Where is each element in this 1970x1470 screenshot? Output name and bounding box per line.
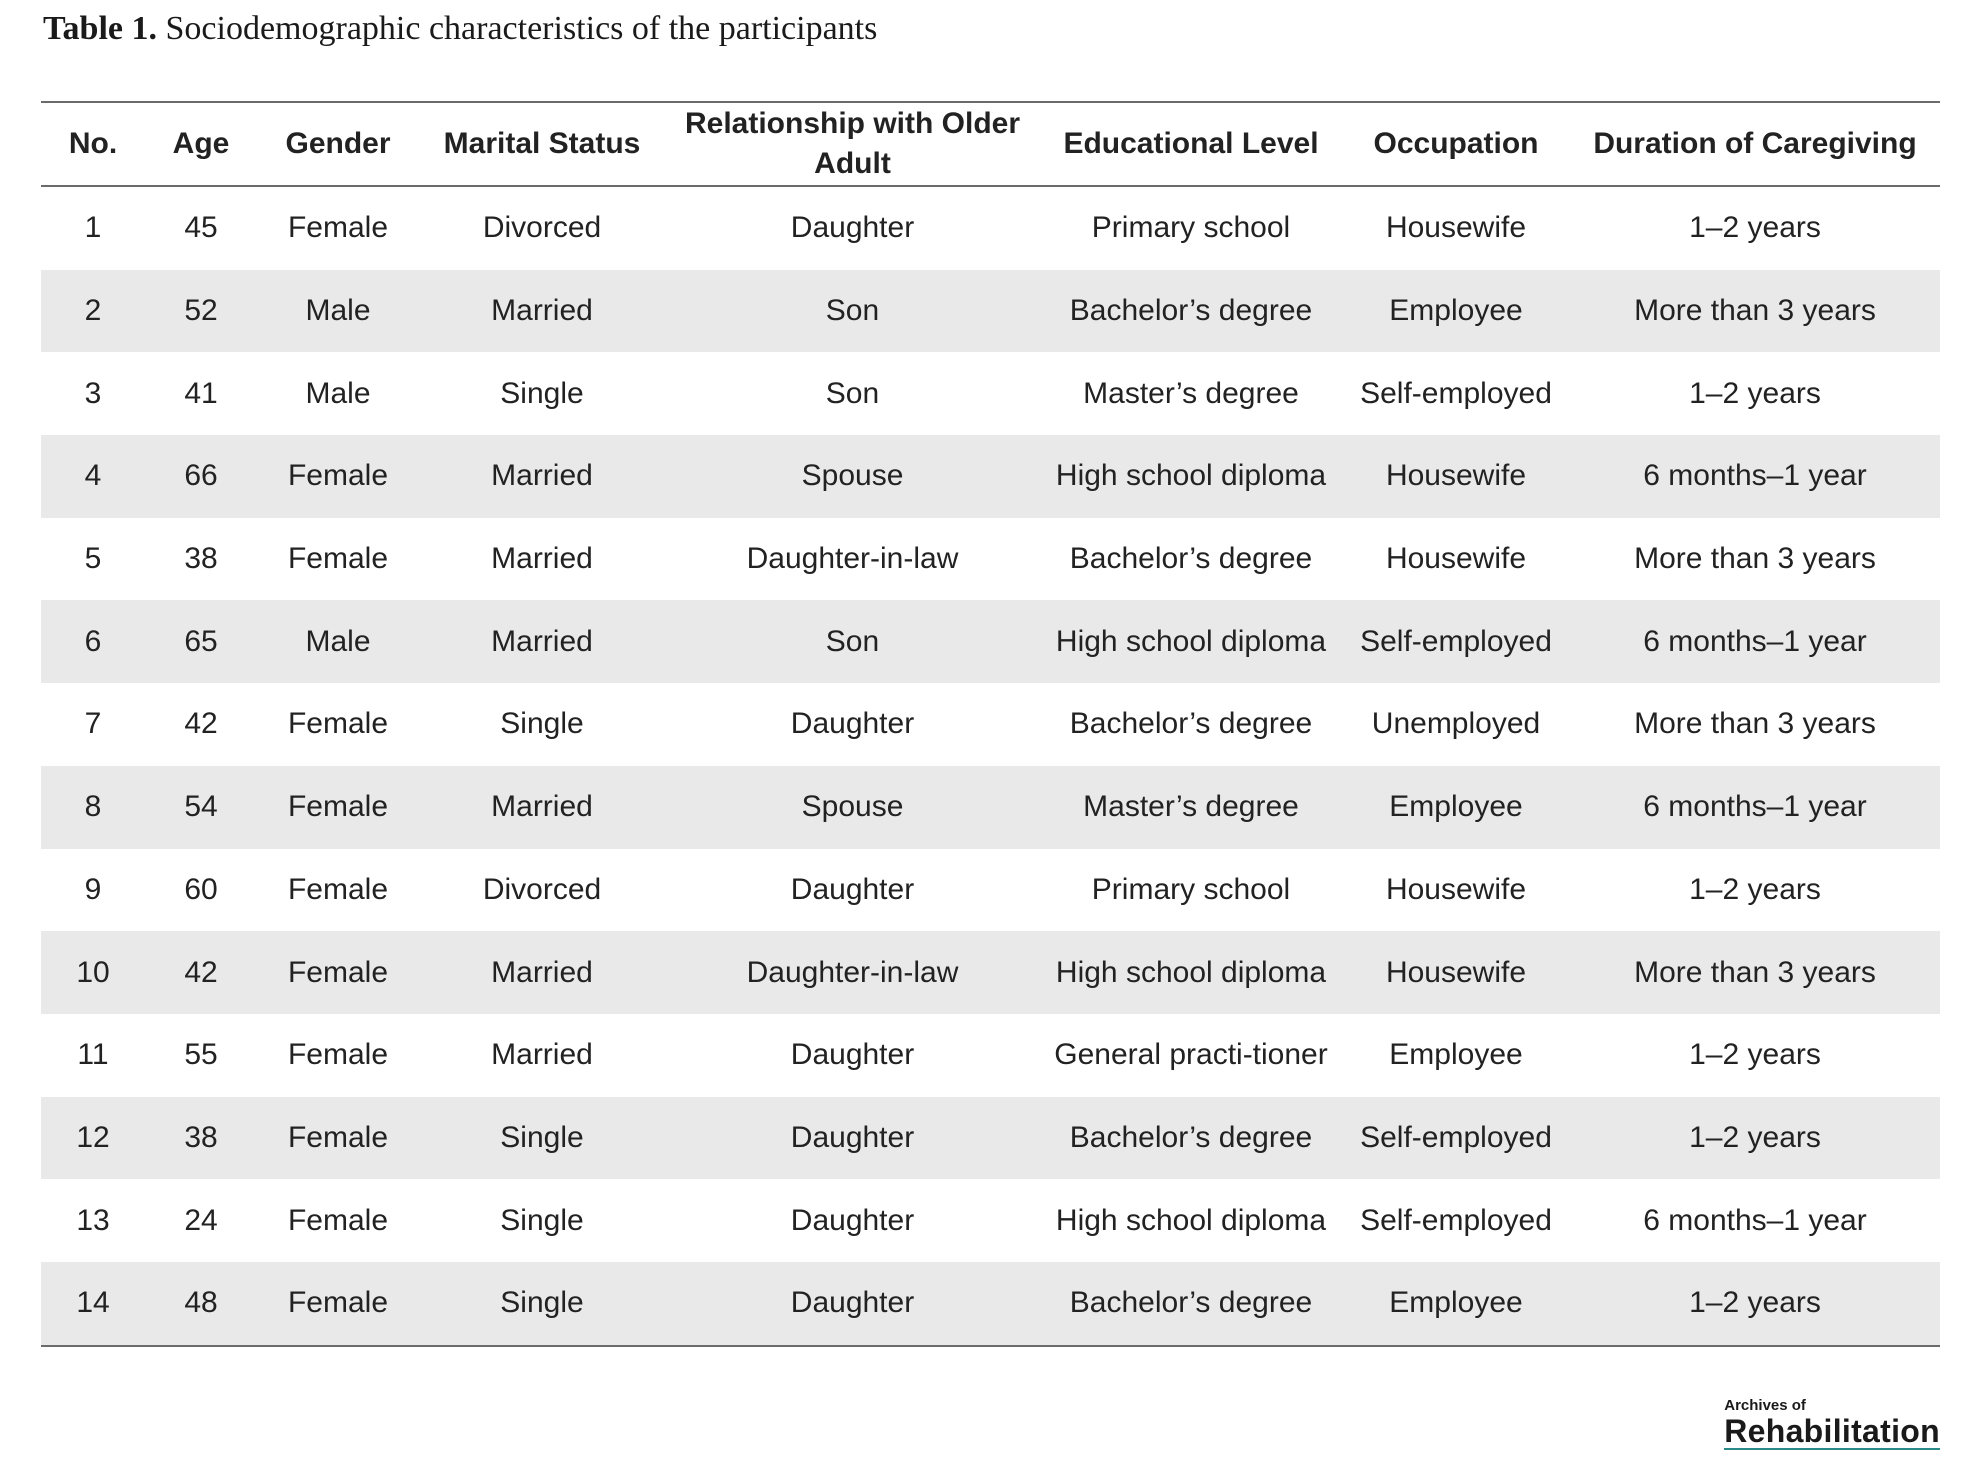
- logo-big-text: Rehabilitation: [1724, 1413, 1940, 1449]
- cell-gender: Male: [257, 270, 419, 353]
- cell-no: 5: [84, 542, 102, 576]
- table-row: [41, 435, 1940, 518]
- cell-relationship: Daughter: [790, 1038, 915, 1072]
- cell-education: Primary school: [1091, 872, 1291, 906]
- cell-age: 66: [145, 435, 257, 518]
- table-container: [41, 101, 1940, 1347]
- cell-no: 7: [84, 707, 102, 741]
- col-marital-header: Marital Status: [419, 102, 665, 186]
- cell-no: 4: [41, 435, 145, 518]
- cell-no: 9: [84, 872, 102, 906]
- table-body: [41, 186, 1940, 1346]
- caption-text: Sociodemographic characteristics of the participants: [157, 10, 878, 47]
- cell-relationship: Daughter: [665, 1097, 1040, 1180]
- cell-occupation: Housewife: [1385, 542, 1527, 576]
- caption-label: Table 1.: [43, 10, 158, 47]
- cell-marital-status: Married: [419, 766, 665, 849]
- table-row: [41, 518, 1940, 601]
- cell-age: 55: [184, 1038, 218, 1072]
- cell-duration: 1–2 years: [1689, 211, 1821, 245]
- cell-gender: Male: [305, 376, 371, 410]
- cell-no: 11: [77, 1038, 109, 1072]
- cell-duration: More than 3 years: [1570, 931, 1940, 1014]
- cell-education: High school diploma: [1040, 600, 1342, 683]
- cell-age: 38: [184, 542, 218, 576]
- cell-marital-status: Married: [419, 270, 665, 353]
- cell-relationship: Daughter: [790, 1203, 915, 1237]
- cell-age: 38: [145, 1097, 257, 1180]
- col-no-header: No.: [41, 102, 145, 186]
- cell-relationship: Daughter: [790, 872, 915, 906]
- cell-no: 1: [84, 211, 102, 245]
- cell-gender: Female: [257, 435, 419, 518]
- table-row: [41, 352, 1940, 435]
- cell-occupation: Housewife: [1342, 435, 1570, 518]
- cell-gender: Female: [287, 1203, 389, 1237]
- cell-age: 24: [184, 1203, 218, 1237]
- cell-marital-status: Single: [419, 1262, 665, 1346]
- cell-no: 10: [41, 931, 145, 1014]
- cell-education: Bachelor’s degree: [1069, 707, 1313, 741]
- cell-education: High school diploma: [1040, 931, 1342, 1014]
- cell-gender: Female: [257, 1097, 419, 1180]
- table-row: [41, 931, 1940, 1014]
- cell-no: 12: [41, 1097, 145, 1180]
- cell-education: High school diploma: [1055, 1203, 1327, 1237]
- cell-relationship: Daughter: [790, 211, 915, 245]
- cell-gender: Female: [287, 872, 389, 906]
- table-row: [41, 600, 1940, 683]
- cell-marital-status: Single: [500, 376, 584, 410]
- cell-age: 42: [145, 931, 257, 1014]
- cell-age: 48: [145, 1262, 257, 1346]
- cell-relationship: Son: [665, 600, 1040, 683]
- cell-relationship: Daughter: [790, 707, 915, 741]
- cell-marital-status: Divorced: [482, 211, 602, 245]
- logo-small-text: Archives of: [1724, 1397, 1806, 1414]
- cell-occupation: Housewife: [1342, 931, 1570, 1014]
- cell-education: Bachelor’s degree: [1069, 542, 1313, 576]
- cell-no: 2: [41, 270, 145, 353]
- cell-relationship: Spouse: [665, 766, 1040, 849]
- cell-relationship: Spouse: [665, 435, 1040, 518]
- cell-marital-status: Married: [491, 1038, 593, 1072]
- cell-occupation: Employee: [1342, 1262, 1570, 1346]
- cell-age: 41: [184, 376, 218, 410]
- cell-education: Master’s degree: [1040, 766, 1342, 849]
- cell-duration: More than 3 years: [1570, 270, 1940, 353]
- col-gender-header: Gender: [257, 102, 419, 186]
- cell-gender: Female: [287, 211, 389, 245]
- cell-education: Bachelor’s degree: [1040, 270, 1342, 353]
- cell-occupation: Self-employed: [1360, 1203, 1552, 1237]
- cell-gender: Female: [287, 707, 389, 741]
- cell-marital-status: Single: [500, 1203, 584, 1237]
- cell-occupation: Unemployed: [1371, 707, 1541, 741]
- cell-duration: 1–2 years: [1689, 376, 1821, 410]
- cell-duration: 6 months–1 year: [1570, 435, 1940, 518]
- journal-logo: [1724, 1398, 1940, 1450]
- cell-duration: More than 3 years: [1634, 707, 1876, 741]
- cell-age: 54: [145, 766, 257, 849]
- cell-gender: Female: [257, 1262, 419, 1346]
- table-row: [41, 1179, 1940, 1262]
- cell-duration: 6 months–1 year: [1570, 600, 1940, 683]
- participants-table: [41, 101, 1940, 1347]
- cell-no: 14: [41, 1262, 145, 1346]
- table-row: [41, 1262, 1940, 1346]
- cell-occupation: Housewife: [1385, 211, 1527, 245]
- col-education-header: Educational Level: [1040, 102, 1342, 186]
- cell-no: 3: [84, 376, 102, 410]
- cell-age: 45: [184, 211, 218, 245]
- cell-education: General practi-tioner: [1054, 1038, 1328, 1072]
- cell-gender: Female: [257, 766, 419, 849]
- cell-gender: Male: [257, 600, 419, 683]
- cell-marital-status: Divorced: [482, 872, 602, 906]
- cell-no: 6: [41, 600, 145, 683]
- cell-no: 8: [41, 766, 145, 849]
- cell-gender: Female: [257, 931, 419, 1014]
- cell-marital-status: Single: [419, 1097, 665, 1180]
- cell-marital-status: Married: [419, 435, 665, 518]
- cell-duration: 1–2 years: [1689, 1038, 1821, 1072]
- cell-education: Bachelor’s degree: [1040, 1262, 1342, 1346]
- cell-duration: 1–2 years: [1689, 872, 1821, 906]
- cell-relationship: Daughter: [665, 1262, 1040, 1346]
- cell-relationship: Daughter-in-law: [665, 931, 1040, 1014]
- table-row: [41, 186, 1940, 270]
- cell-occupation: Employee: [1342, 766, 1570, 849]
- cell-gender: Female: [287, 1038, 389, 1072]
- cell-education: Bachelor’s degree: [1040, 1097, 1342, 1180]
- cell-occupation: Employee: [1389, 1038, 1523, 1072]
- cell-duration: 6 months–1 year: [1570, 766, 1940, 849]
- cell-duration: More than 3 years: [1634, 542, 1876, 576]
- col-relationship-header: Relationship with Older Adult: [665, 102, 1040, 186]
- cell-duration: 6 months–1 year: [1643, 1203, 1867, 1237]
- col-age-header: Age: [145, 102, 257, 186]
- cell-education: Primary school: [1091, 211, 1291, 245]
- cell-occupation: Self-employed: [1342, 600, 1570, 683]
- header-row: [41, 102, 1940, 186]
- cell-occupation: Self-employed: [1360, 376, 1552, 410]
- table-row: [41, 270, 1940, 353]
- cell-age: 42: [184, 707, 218, 741]
- cell-marital-status: Married: [419, 600, 665, 683]
- table-row: [41, 683, 1940, 766]
- cell-occupation: Housewife: [1385, 872, 1527, 906]
- cell-occupation: Self-employed: [1342, 1097, 1570, 1180]
- cell-relationship: Son: [665, 270, 1040, 353]
- table-row: [41, 1014, 1940, 1097]
- cell-education: High school diploma: [1040, 435, 1342, 518]
- cell-education: Master’s degree: [1083, 376, 1299, 410]
- cell-marital-status: Married: [491, 542, 593, 576]
- cell-age: 60: [184, 872, 218, 906]
- cell-relationship: Daughter-in-law: [746, 542, 959, 576]
- cell-occupation: Employee: [1342, 270, 1570, 353]
- cell-duration: 1–2 years: [1570, 1097, 1940, 1180]
- table-header: [41, 102, 1940, 186]
- cell-age: 52: [145, 270, 257, 353]
- col-duration-header: Duration of Caregiving: [1570, 102, 1940, 186]
- table-row: [41, 849, 1940, 932]
- cell-duration: 1–2 years: [1570, 1262, 1940, 1346]
- cell-age: 65: [145, 600, 257, 683]
- cell-relationship: Son: [825, 376, 880, 410]
- cell-no: 13: [76, 1203, 110, 1237]
- cell-marital-status: Married: [419, 931, 665, 1014]
- cell-marital-status: Single: [500, 707, 584, 741]
- col-occupation-header: Occupation: [1342, 102, 1570, 186]
- table-row: [41, 766, 1940, 849]
- cell-gender: Female: [287, 542, 389, 576]
- table-caption: [43, 10, 877, 48]
- table-row: [41, 1097, 1940, 1180]
